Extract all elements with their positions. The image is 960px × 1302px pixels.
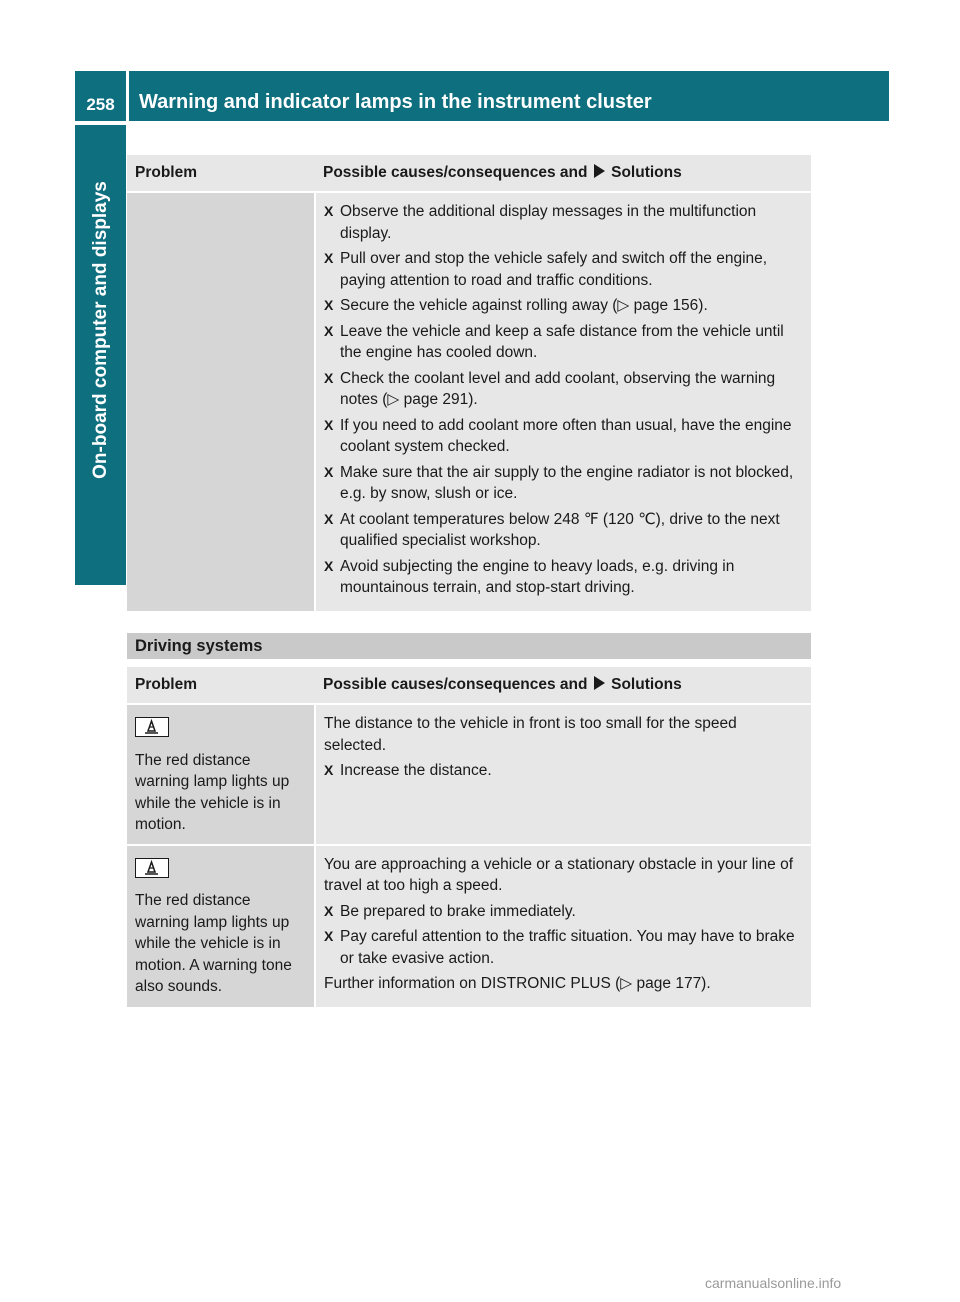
list-item: X If you need to add coolant more often than usual, have the engine coolant system checked. xyxy=(324,415,803,458)
table-header-row xyxy=(127,667,811,704)
list-item: X Avoid subjecting the engine to heavy loads, e.g. driving in mountainous terrain, and stop-start driving. xyxy=(324,556,803,599)
further-info-text: Further information on DISTRONIC PLUS (▷ page 177). xyxy=(324,975,711,992)
col-solutions xyxy=(315,155,811,192)
side-tab-label-wrap xyxy=(75,125,126,535)
col-solutions xyxy=(315,667,811,704)
arrow-icon xyxy=(594,676,605,690)
table-row xyxy=(127,192,811,612)
cause-text: You are approaching a vehicle or a stationary obstacle in your line of travel at too high a speed. xyxy=(324,855,794,894)
distance-warning-icon xyxy=(135,858,169,878)
list-item: X Increase the distance. xyxy=(324,760,803,782)
col-solutions-post: Solutions xyxy=(611,676,682,694)
table-row xyxy=(127,845,811,1008)
problem-cell xyxy=(127,845,315,1008)
driving-systems-table xyxy=(127,667,811,1009)
problem-text: The red distance warning lamp lights up while the vehicle is in motion. A warning tone also sounds. xyxy=(135,892,292,995)
coolant-table xyxy=(127,155,811,613)
page-number: 258 xyxy=(75,71,126,121)
problem-text: The red distance warning lamp lights up while the vehicle is in motion. xyxy=(135,751,290,833)
solutions-cell xyxy=(315,845,811,1008)
distance-warning-icon xyxy=(135,717,169,737)
table-header-row xyxy=(127,155,811,192)
problem-cell xyxy=(127,704,315,845)
page-title: Warning and indicator lamps in the instrument cluster xyxy=(129,71,889,121)
col-solutions-pre: Possible causes/consequences and xyxy=(323,676,588,694)
list-item: X Be prepared to brake immediately. xyxy=(324,901,803,923)
solutions-cell xyxy=(315,704,811,845)
watermark: carmanualsonline.info xyxy=(705,1275,842,1291)
arrow-icon xyxy=(594,164,605,178)
section-title: Driving systems xyxy=(127,633,811,659)
solutions-cell xyxy=(315,192,811,612)
cause-text: The distance to the vehicle in front is too small for the speed selected. xyxy=(324,715,737,754)
list-item: X Leave the vehicle and keep a safe distance from the vehicle until the engine has cooled down. xyxy=(324,321,803,364)
steps-list xyxy=(324,901,803,970)
steps-list xyxy=(324,760,803,782)
col-solutions-post: Solutions xyxy=(611,164,682,182)
col-problem: Problem xyxy=(127,155,315,192)
table-row xyxy=(127,704,811,845)
list-item: X Check the coolant level and add coolant, observing the warning notes (▷ page 291). xyxy=(324,368,803,411)
list-item: X At coolant temperatures below 248 ℉ (120 ℃), drive to the next qualified specialist workshop. xyxy=(324,509,803,552)
list-item: X Pay careful attention to the traffic situation. You may have to brake or take evasive action. xyxy=(324,926,803,969)
side-tab-label: On-board computer and displays xyxy=(89,181,111,479)
problem-cell xyxy=(127,192,315,612)
list-item: X Make sure that the air supply to the engine radiator is not blocked, e.g. by snow, slush or ice. xyxy=(324,462,803,505)
list-item: X Pull over and stop the vehicle safely and switch off the engine, paying attention to road and traffic conditions. xyxy=(324,248,803,291)
list-item: X Observe the additional display messages in the multifunction display. xyxy=(324,201,803,244)
col-problem: Problem xyxy=(127,667,315,704)
list-item: X Secure the vehicle against rolling away (▷ page 156). xyxy=(324,295,803,317)
steps-list xyxy=(324,201,803,599)
col-solutions-pre: Possible causes/consequences and xyxy=(323,164,588,182)
